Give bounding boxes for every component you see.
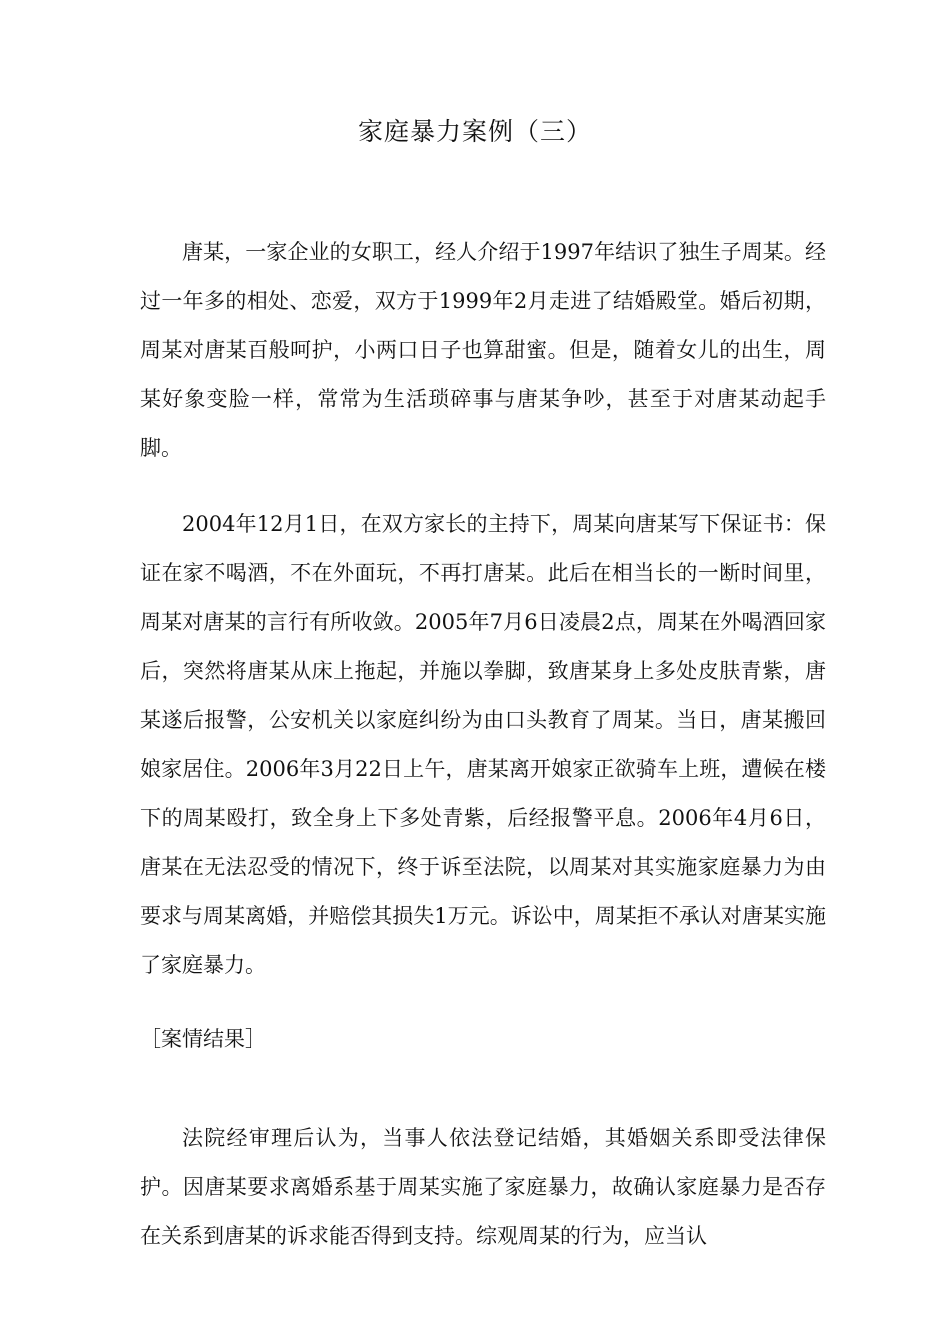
document-title: 家庭暴力案例（三） xyxy=(357,117,592,146)
paragraph-text: 唐某，一家企业的女职工，经人介绍于1997年结识了独生子周某。经过一年多的相处、恋爱，双方于1999年2月走进了结婚殿堂。婚后初期，周某对唐某百般呵护，小两口日子也算甜蜜。但是，随着女儿的出生，周某好象变脸一样，常常为生活琐碎事与唐某争吵，甚至于对唐某动起手脚。 xyxy=(140,240,826,460)
section-heading: ［案情结果］ xyxy=(140,1027,266,1051)
paragraph-text: 法院经审理后认为，当事人依法登记结婚，其婚姻关系即受法律保护。因唐某要求离婚系基于周某实施了家庭暴力，故确认家庭暴力是否存在关系到唐某的诉求能否得到支持。综观周某的行为，应当认 xyxy=(140,1126,826,1248)
paragraph-result xyxy=(140,1114,826,1261)
paragraph-background xyxy=(140,228,826,473)
paragraph-text: 2004年12月1日，在双方家长的主持下，周某向唐某写下保证书：保证在家不喝酒，不在外面玩，不再打唐某。此后在相当长的一断时间里，周某对唐某的言行有所收敛。2005年7月6日凌晨2点，周某在外喝酒回家后，突然将唐某从床上拖起，并施以拳脚，致唐某身上多处皮肤青紫，唐某遂后报警，公安机关以家庭纠纷为由口头教育了周某。当日，唐某搬回娘家居住。2006年3月22日上午，唐某离开娘家正欲骑车上班，遭候在楼下的周某殴打，致全身上下多处青紫，后经报警平息。2006年4月6日，唐某在无法忍受的情况下，终于诉至法院，以周某对其实施家庭暴力为由要求与周某离婚，并赔偿其损失1万元。诉讼中，周某拒不承认对唐某实施了家庭暴力。 xyxy=(140,512,826,977)
section-heading-block xyxy=(140,1015,826,1064)
paragraph-incidents xyxy=(140,500,826,990)
